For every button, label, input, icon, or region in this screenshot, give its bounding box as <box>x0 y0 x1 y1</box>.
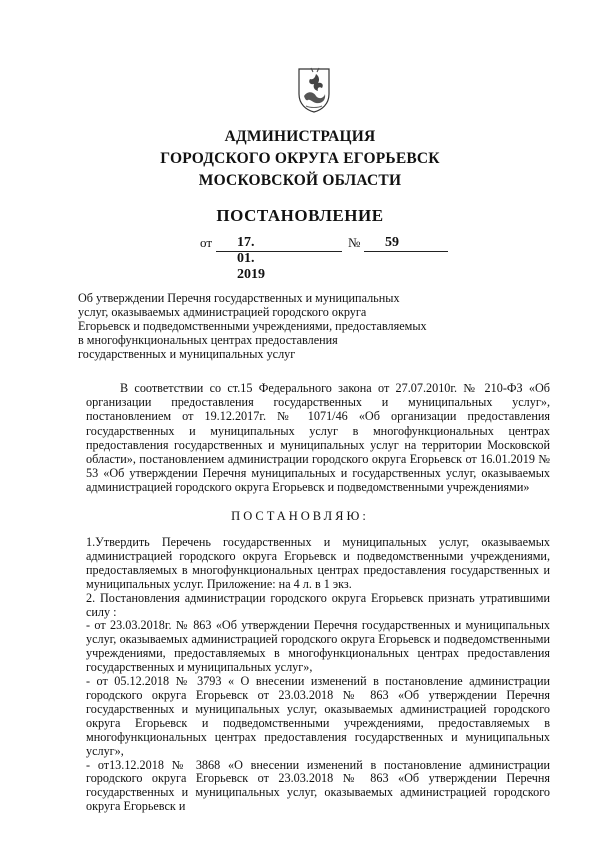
document-type-title: ПОСТАНОВЛЕНИЕ <box>216 206 384 225</box>
decree-body <box>86 536 550 814</box>
number-underline <box>364 251 448 252</box>
subject-line: в многофункциональных центрах предоставления <box>78 333 338 347</box>
org-name-line-3: МОСКОВСКОЙ ОБЛАСТИ <box>198 172 402 189</box>
decree-item: - от13.12.2018 № 3868 «О внесении изменений в постановление администрации городского округа Егорьевск от 23.03.2018 № 863 «Об утверждении Перечня государственных и муниципальных услуг, оказываемых администрацией городского округа Егорьевск и <box>86 757 550 814</box>
subject-line: Об утверждении Перечня государственных и муниципальных <box>78 291 400 305</box>
subject-line: Егорьевск и подведомственными учреждениями, предоставляемых <box>78 319 427 333</box>
subject-line: услуг, оказываемых администрацией городского округа <box>78 305 367 319</box>
org-name-line-2: ГОРОДСКОГО ОКРУГА ЕГОРЬЕВСК <box>160 150 440 167</box>
preamble-text: В соответствии со ст.15 Федерального закона от 27.07.2010г. № 210-ФЗ «Об организации предоставления государственных и муниципальных услуг», постановлением от 19.12.2017г. № 1071/46 «Об организации предоставления государственных и муниципальных услуг в многофункциональных центрах предоставления государственных и муниципальных услуг на территории Московской области», постановлением администрации городского округа Егорьевск от 16.01.2019 № 53 «Об утверждении Перечня муниципальных и государственных услуг, оказываемых администрацией городского округа Егорьевск и подведомственными учреждениями» <box>86 381 550 495</box>
org-name-line-1: АДМИНИСТРАЦИЯ <box>224 128 376 145</box>
document-subject <box>78 291 438 361</box>
preamble-paragraph <box>86 381 550 495</box>
decree-item: 2. Постановления администрации городского округа Егорьевск признать утратившими силу : <box>86 590 550 619</box>
number-label: № <box>348 235 361 250</box>
decree-heading: ПОСТАНОВЛЯЮ: <box>231 509 369 523</box>
coat-of-arms-icon <box>296 66 332 114</box>
date-underline <box>216 251 342 252</box>
decree-item: - от 05.12.2018 № 3793 « О внесении изменений в постановление администрации городского округа Егорьевск от 23.03.2018 № 863 «Об утверждении Перечня государственных и муниципальных услуг, оказываемых администрацией городского округа Егорьевск и подведомственными учреждениями, предоставляемых в многофункциональных центрах предоставления государственных и муниципальных услуг», <box>86 674 550 758</box>
decree-item: - от 23.03.2018г. № 863 «Об утверждении Перечня государственных и муниципальных услуг, оказываемых администрацией городского округа Егорьевск и подведомственными учреждениями, предоставляемых в многофункциональных центрах предоставления государственных и муниципальных услуг», <box>86 618 550 675</box>
date-value: 17. 01. 2019 <box>237 235 265 282</box>
subject-line: государственных и муниципальных услуг <box>78 347 296 361</box>
number-value: 59 <box>385 235 399 250</box>
date-label: от <box>200 235 213 250</box>
decree-item: 1.Утвердить Перечень государственных и муниципальных услуг, оказываемых администрацией городского округа Егорьевск и подведомственными учреждениями, предоставляемых в многофункциональных центрах предоставления государственных и муниципальных услуг. Приложение: на 4 л. в 1 экз. <box>86 535 550 591</box>
